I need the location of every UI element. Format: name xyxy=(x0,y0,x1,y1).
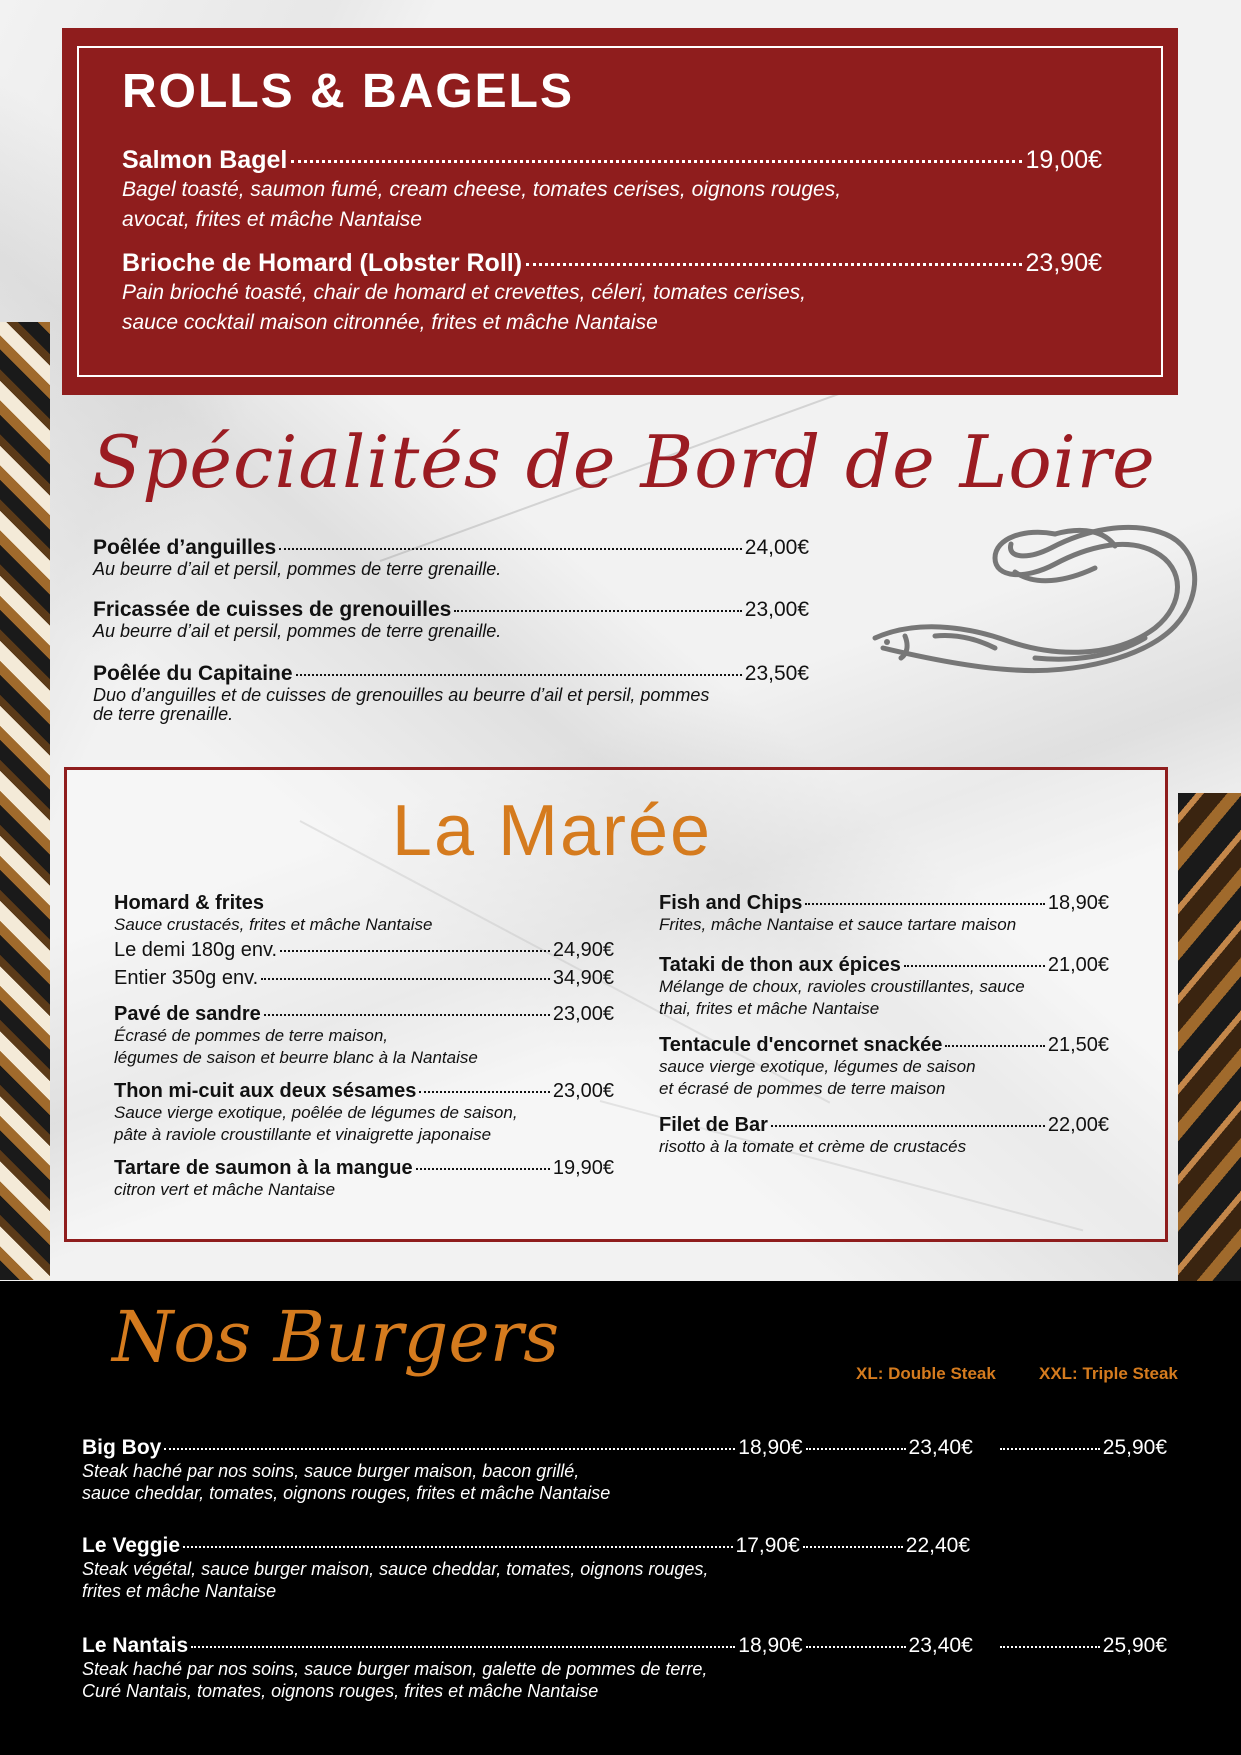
menu-item xyxy=(82,1634,1167,1702)
item-price: 19,00€ xyxy=(1025,146,1102,174)
item-name: Big Boy xyxy=(82,1436,162,1459)
leader-dots xyxy=(183,1546,732,1548)
item-description: Steak végétal, sauce burger maison, sauce cheddar, tomates, oignons rouges, xyxy=(82,1559,709,1579)
leader-dots xyxy=(806,1646,906,1648)
leader-dots xyxy=(805,903,1044,905)
item-description: et écrasé de pommes de terre maison xyxy=(659,1079,946,1098)
menu-item xyxy=(114,892,614,992)
item-price-xxl: 25,90€ xyxy=(1102,1436,1167,1459)
maree-left-column xyxy=(114,892,614,1212)
menu-item xyxy=(122,249,1102,338)
menu-item xyxy=(122,146,1102,235)
leader-dots xyxy=(771,1125,1045,1127)
item-description: Frites, mâche Nantaise et sauce tartare maison xyxy=(659,915,1017,934)
item-description: Pain brioché toasté, chair de homard et crevettes, céleri, tomates cerises, xyxy=(122,281,806,304)
leader-dots xyxy=(279,548,742,550)
item-description: citron vert et mâche Nantaise xyxy=(114,1180,336,1199)
item-name: Homard & frites xyxy=(114,892,265,914)
item-name: Filet de Bar xyxy=(659,1114,768,1136)
leader-dots xyxy=(803,1546,903,1548)
item-description: Curé Nantais, tomates, oignons rouges, frites et mâche Nantaise xyxy=(82,1681,599,1701)
item-price: 24,00€ xyxy=(744,536,809,559)
item-name: Poêlée du Capitaine xyxy=(93,662,293,685)
item-price: 19,90€ xyxy=(552,1157,614,1179)
item-name: Tentacule d'encornet snackée xyxy=(659,1034,943,1056)
item-price: 23,00€ xyxy=(744,598,809,621)
leader-dots xyxy=(904,965,1045,967)
item-name: Fricassée de cuisses de grenouilles xyxy=(93,598,452,621)
legend-xl: XL: Double Steak xyxy=(856,1364,996,1383)
leader-dots xyxy=(454,610,741,612)
item-name: Poêlée d’anguilles xyxy=(93,536,277,559)
item-price: 22,00€ xyxy=(1047,1114,1109,1136)
item-description: de terre grenaille. xyxy=(93,704,234,724)
item-description: avocat, frites et mâche Nantaise xyxy=(122,208,422,231)
menu-item xyxy=(82,1534,970,1602)
leader-dots xyxy=(1000,1646,1100,1648)
item-description: Mélange de choux, ravioles croustillantes, sauce xyxy=(659,977,1025,996)
item-description: sauce vierge exotique, légumes de saison xyxy=(659,1057,976,1076)
leader-dots xyxy=(261,978,550,980)
menu-item xyxy=(114,1080,614,1146)
leader-dots xyxy=(291,160,1021,163)
item-description: Bagel toasté, saumon fumé, cream cheese, tomates cerises, oignons rouges, xyxy=(122,178,842,201)
maree-right-column xyxy=(659,892,1109,1169)
leader-dots xyxy=(416,1168,550,1170)
eel-icon xyxy=(855,508,1205,698)
item-price-xl: 22,40€ xyxy=(905,1534,970,1557)
item-name: Pavé de sandre xyxy=(114,1003,261,1025)
menu-item xyxy=(93,662,809,724)
item-description: Sauce vierge exotique, poêlée de légumes de saison, xyxy=(114,1103,518,1122)
menu-item xyxy=(659,954,1109,1020)
item-price: 23,50€ xyxy=(744,662,809,685)
item-description: sauce cocktail maison citronnée, frites et mâche Nantaise xyxy=(122,311,658,334)
rolls-bagels-section xyxy=(62,28,1178,395)
item-price-xxl: 25,90€ xyxy=(1102,1634,1167,1657)
item-name: Tataki de thon aux épices xyxy=(659,954,901,976)
menu-item xyxy=(93,598,809,641)
item-name: Salmon Bagel xyxy=(122,146,288,174)
leader-dots xyxy=(419,1091,550,1093)
item-description: Sauce crustacés, frites et mâche Nantaise xyxy=(114,915,433,934)
item-price: 18,90€ xyxy=(738,1436,803,1459)
item-name: Thon mi-cuit aux deux sésames xyxy=(114,1080,417,1102)
item-description: Au beurre d’ail et persil, pommes de terre grenaille. xyxy=(93,621,502,641)
item-price: 18,90€ xyxy=(738,1634,803,1657)
option-label: Le demi 180g env. xyxy=(114,939,278,961)
item-price: 24,90€ xyxy=(552,939,614,961)
option-label: Entier 350g env. xyxy=(114,967,259,989)
item-price-xl: 23,40€ xyxy=(908,1436,973,1459)
leader-dots xyxy=(191,1646,735,1648)
item-price: 21,50€ xyxy=(1047,1034,1109,1056)
leader-dots xyxy=(526,263,1021,266)
leader-dots xyxy=(264,1014,550,1016)
item-description: thai, frites et mâche Nantaise xyxy=(659,999,880,1018)
legend-xxl: XXL: Triple Steak xyxy=(1039,1364,1178,1383)
item-price-xl: 23,40€ xyxy=(908,1634,973,1657)
menu-item xyxy=(93,536,809,579)
item-price: 23,90€ xyxy=(1025,249,1102,277)
item-description: Steak haché par nos soins, sauce burger maison, galette de pommes de terre, xyxy=(82,1659,708,1679)
item-description: pâte à raviole croustillante et vinaigrette japonaise xyxy=(114,1125,492,1144)
leader-dots xyxy=(296,674,742,676)
menu-item xyxy=(659,1034,1109,1100)
item-price: 34,90€ xyxy=(552,967,614,989)
section-title-burgers: Nos Burgers xyxy=(112,1296,560,1378)
item-description: légumes de saison et beurre blanc à la Nantaise xyxy=(114,1048,478,1067)
menu-item xyxy=(82,1436,1167,1504)
item-name: Le Nantais xyxy=(82,1634,189,1657)
menu-item xyxy=(659,892,1109,936)
item-description: Duo d’anguilles et de cuisses de grenouilles au beurre d’ail et persil, pommes xyxy=(93,685,710,705)
item-option xyxy=(114,964,614,992)
item-name: Brioche de Homard (Lobster Roll) xyxy=(122,249,523,277)
item-description: frites et mâche Nantaise xyxy=(82,1581,277,1601)
menu-item xyxy=(114,1157,614,1201)
menu-item xyxy=(114,1003,614,1069)
item-description: risotto à la tomate et crème de crustacés xyxy=(659,1137,967,1156)
leader-dots xyxy=(806,1448,906,1450)
item-description: Au beurre d’ail et persil, pommes de terre grenaille. xyxy=(93,559,502,579)
item-description: sauce cheddar, tomates, oignons rouges, frites et mâche Nantaise xyxy=(82,1483,611,1503)
item-description: Écrasé de pommes de terre maison, xyxy=(114,1026,389,1045)
leader-dots xyxy=(945,1045,1044,1047)
section-title-maree: La Marée xyxy=(391,791,713,871)
item-name: Fish and Chips xyxy=(659,892,803,914)
menu-item xyxy=(659,1114,1109,1158)
item-price: 21,00€ xyxy=(1047,954,1109,976)
item-name: Tartare de saumon à la mangue xyxy=(114,1157,413,1179)
section-title-specialites: Spécialités de Bord de Loire xyxy=(92,420,1156,504)
leader-dots xyxy=(164,1448,735,1450)
section-title-rolls: ROLLS & BAGELS xyxy=(122,65,575,118)
item-price: 23,00€ xyxy=(552,1003,614,1025)
tribal-pattern-right xyxy=(1178,793,1241,1281)
item-price: 17,90€ xyxy=(735,1534,800,1557)
item-option xyxy=(114,936,614,964)
leader-dots xyxy=(1000,1448,1100,1450)
item-price: 18,90€ xyxy=(1047,892,1109,914)
item-name: Le Veggie xyxy=(82,1534,181,1557)
leader-dots xyxy=(280,950,550,952)
item-description: Steak haché par nos soins, sauce burger maison, bacon grillé, xyxy=(82,1461,580,1481)
item-price: 23,00€ xyxy=(552,1080,614,1102)
